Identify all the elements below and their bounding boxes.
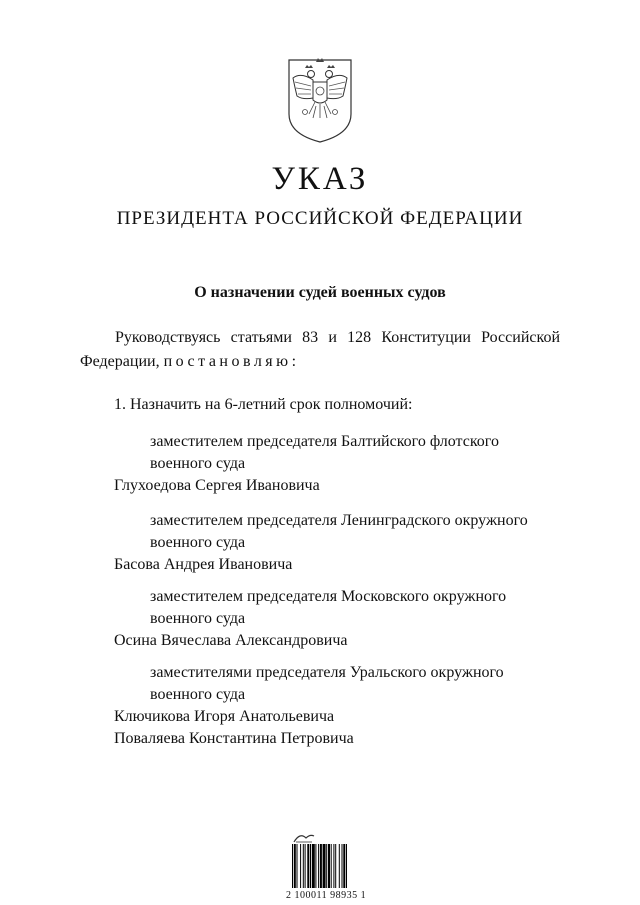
item-1: 1. Назначить на 6-летний срок полномочий: (114, 396, 413, 413)
position-line: военного суда (150, 534, 246, 551)
decree-heading: О назначении судей военных судов (194, 284, 446, 301)
position-line: заместителем председателя Ленинградского окружного (150, 512, 528, 529)
position-line: военного суда (150, 610, 246, 627)
appointment-block (114, 431, 574, 497)
barcode-number: 2 100011 98935 1 (286, 890, 367, 901)
publisher-logo-icon (292, 830, 316, 844)
appointment-block (114, 662, 574, 750)
position-line: заместителем председателя Московского окружного (150, 588, 507, 605)
document-subtitle: ПРЕЗИДЕНТА РОССИЙСКОЙ ФЕДЕРАЦИИ (116, 208, 524, 229)
document-title: УКАЗ (271, 161, 369, 197)
appointee-name: Глухоедова Сергея Ивановича (114, 477, 320, 494)
preamble-line-1: Руководствуясь статьями 83 и 128 Конституции Российской (115, 329, 560, 346)
appointee-name: Басова Андрея Ивановича (114, 556, 293, 573)
coat-of-arms-icon (283, 56, 357, 144)
preamble-decree-word: постановляю: (163, 353, 300, 370)
appointee-name: Осина Вячеслава Александровича (114, 632, 348, 649)
barcode (292, 844, 372, 888)
appointment-block (114, 510, 574, 576)
position-line: военного суда (150, 686, 246, 703)
position-line: заместителем председателя Балтийского флотского (150, 433, 499, 450)
preamble (80, 326, 560, 374)
appointee-name: Ключикова Игоря Анатольевича (114, 708, 335, 725)
position-line: военного суда (150, 455, 246, 472)
preamble-line-2-start: Федерации, (80, 353, 164, 370)
appointee-name: Поваляева Константина Петровича (114, 730, 354, 747)
appointment-block (114, 586, 574, 652)
position-line: заместителями председателя Уральского окружного (150, 664, 504, 681)
